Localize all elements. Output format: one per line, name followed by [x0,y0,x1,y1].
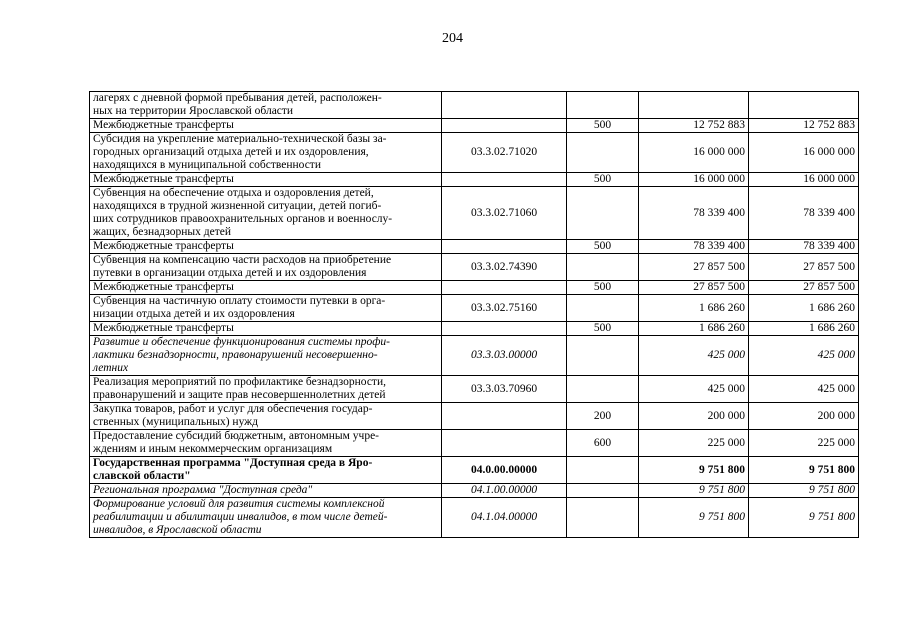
row-name-line: Межбюджетные трансферты [93,173,234,185]
row-name-line: Реализация мероприятий по профилактике безнадзорности, [93,376,386,388]
target-code-cell: 04.1.00.00000 [442,484,567,498]
amount-cell-2: 16 000 000 [749,173,859,187]
row-name-line: ственных (муниципальных) нужд [93,416,258,428]
row-name-cell [90,187,442,240]
row-name-line: реабилитации и абилитации инвалидов, в том числе детей- [93,511,388,523]
row-name-line: Межбюджетные трансферты [93,281,234,293]
amount-cell-1: 9 751 800 [639,484,749,498]
row-name-line: Межбюджетные трансферты [93,322,234,334]
table-row [90,240,859,254]
table-row [90,322,859,336]
table-row [90,119,859,133]
target-code-cell [442,430,567,457]
target-code-cell [442,322,567,336]
target-code-cell [442,240,567,254]
expense-type-cell: 500 [567,322,639,336]
target-code-cell: 03.3.02.71060 [442,187,567,240]
amount-cell-2: 16 000 000 [749,133,859,173]
table-row [90,133,859,173]
table-row [90,498,859,538]
row-name-line: Региональная программа "Доступная среда" [93,484,313,496]
amount-cell-2: 1 686 260 [749,295,859,322]
budget-table [89,91,859,538]
expense-type-cell [567,187,639,240]
row-name-line: жащих, безнадзорных детей [93,226,232,238]
amount-cell-1: 1 686 260 [639,295,749,322]
amount-cell-1: 200 000 [639,403,749,430]
amount-cell-2: 9 751 800 [749,457,859,484]
row-name-line: низации отдыха детей и их оздоровления [93,308,295,320]
expense-type-cell: 500 [567,281,639,295]
row-name-cell [90,133,442,173]
row-name-line: Субвенция на обеспечение отдыха и оздоровления детей, [93,187,374,199]
row-name-line: Закупка товаров, работ и услуг для обеспечения государ- [93,403,373,415]
target-code-cell [442,403,567,430]
amount-cell-2: 225 000 [749,430,859,457]
row-name-cell [90,498,442,538]
row-name-line: славской области" [93,470,191,482]
expense-type-cell [567,376,639,403]
expense-type-cell [567,92,639,119]
row-name-cell [90,457,442,484]
row-name-line: ждениям и иным некоммерческим организациям [93,443,333,455]
row-name-line: Предоставление субсидий бюджетным, автономным учре- [93,430,380,442]
row-name-cell [90,119,442,133]
row-name-line: ных на территории Ярославской области [93,105,294,117]
amount-cell-2: 200 000 [749,403,859,430]
expense-type-cell: 500 [567,240,639,254]
row-name-line: Развитие и обеспечение функционирования системы профи- [93,336,390,348]
amount-cell-1: 12 752 883 [639,119,749,133]
expense-type-cell [567,484,639,498]
row-name-cell [90,281,442,295]
expense-type-cell [567,295,639,322]
row-name-line: ших сотрудников правоохранительных органов и военнослу- [93,213,393,225]
row-name-line: путевки в организации отдыха детей и их оздоровления [93,267,367,279]
table-row [90,484,859,498]
row-name-line: находящихся в муниципальной собственности [93,159,321,171]
table-row [90,173,859,187]
expense-type-cell: 200 [567,403,639,430]
row-name-line: лактики безнадзорности, правонарушений несовершенно- [93,349,378,361]
target-code-cell: 03.3.02.75160 [442,295,567,322]
row-name-line: Субвенция на частичную оплату стоимости путевки в орга- [93,295,386,307]
page-number: 204 [442,31,463,46]
amount-cell-2: 27 857 500 [749,281,859,295]
amount-cell-1: 78 339 400 [639,187,749,240]
amount-cell-2: 9 751 800 [749,498,859,538]
row-name-cell [90,295,442,322]
row-name-cell [90,336,442,376]
row-name-line: правонарушений и защите прав несовершеннолетних детей [93,389,386,401]
target-code-cell: 03.3.03.70960 [442,376,567,403]
row-name-line: инвалидов, в Ярославской области [93,524,262,536]
amount-cell-2: 9 751 800 [749,484,859,498]
target-code-cell: 03.3.02.71020 [442,133,567,173]
row-name-line: городных организаций отдыха детей и их оздоровления, [93,146,369,158]
amount-cell-1: 9 751 800 [639,498,749,538]
table-row [90,281,859,295]
target-code-cell [442,92,567,119]
row-name-line: Субвенция на компенсацию части расходов на приобретение [93,254,392,266]
amount-cell-2: 12 752 883 [749,119,859,133]
row-name-cell [90,376,442,403]
expense-type-cell [567,133,639,173]
amount-cell-1: 9 751 800 [639,457,749,484]
target-code-cell: 04.1.04.00000 [442,498,567,538]
row-name-line: Государственная программа "Доступная среда в Яро- [93,457,373,469]
expense-type-cell [567,498,639,538]
target-code-cell: 04.0.00.00000 [442,457,567,484]
amount-cell-2: 78 339 400 [749,240,859,254]
table-row [90,336,859,376]
amount-cell-1: 27 857 500 [639,254,749,281]
amount-cell-1: 27 857 500 [639,281,749,295]
amount-cell-1: 225 000 [639,430,749,457]
row-name-line: находящихся в трудной жизненной ситуации, детей погиб- [93,200,382,212]
row-name-cell [90,254,442,281]
row-name-line: лагерях с дневной формой пребывания детей, расположен- [93,92,382,104]
expense-type-cell: 600 [567,430,639,457]
amount-cell-2: 1 686 260 [749,322,859,336]
amount-cell-1: 16 000 000 [639,173,749,187]
row-name-line: летних [93,362,129,374]
amount-cell-1: 16 000 000 [639,133,749,173]
expense-type-cell [567,336,639,376]
amount-cell-1 [639,92,749,119]
row-name-line: Межбюджетные трансферты [93,240,234,252]
amount-cell-2: 425 000 [749,376,859,403]
row-name-cell [90,430,442,457]
expense-type-cell: 500 [567,119,639,133]
table-row [90,295,859,322]
target-code-cell [442,173,567,187]
amount-cell-2: 27 857 500 [749,254,859,281]
amount-cell-1: 425 000 [639,376,749,403]
row-name-line: Межбюджетные трансферты [93,119,234,131]
row-name-line: Формирование условий для развития системы комплексной [93,498,385,510]
row-name-cell [90,173,442,187]
table-row [90,430,859,457]
amount-cell-1: 425 000 [639,336,749,376]
row-name-cell [90,484,442,498]
expense-type-cell: 500 [567,173,639,187]
target-code-cell [442,281,567,295]
amount-cell-1: 78 339 400 [639,240,749,254]
target-code-cell: 03.3.02.74390 [442,254,567,281]
table-row [90,254,859,281]
amount-cell-2 [749,92,859,119]
row-name-cell [90,240,442,254]
table-row [90,376,859,403]
target-code-cell: 03.3.03.00000 [442,336,567,376]
table-row [90,187,859,240]
budget-table-body [90,92,859,538]
amount-cell-1: 1 686 260 [639,322,749,336]
row-name-line: Субсидия на укрепление материально-технической базы за- [93,133,387,145]
expense-type-cell [567,254,639,281]
target-code-cell [442,119,567,133]
amount-cell-2: 78 339 400 [749,187,859,240]
table-row [90,457,859,484]
table-row [90,92,859,119]
row-name-cell [90,92,442,119]
table-row [90,403,859,430]
row-name-cell [90,322,442,336]
row-name-cell [90,403,442,430]
expense-type-cell [567,457,639,484]
amount-cell-2: 425 000 [749,336,859,376]
